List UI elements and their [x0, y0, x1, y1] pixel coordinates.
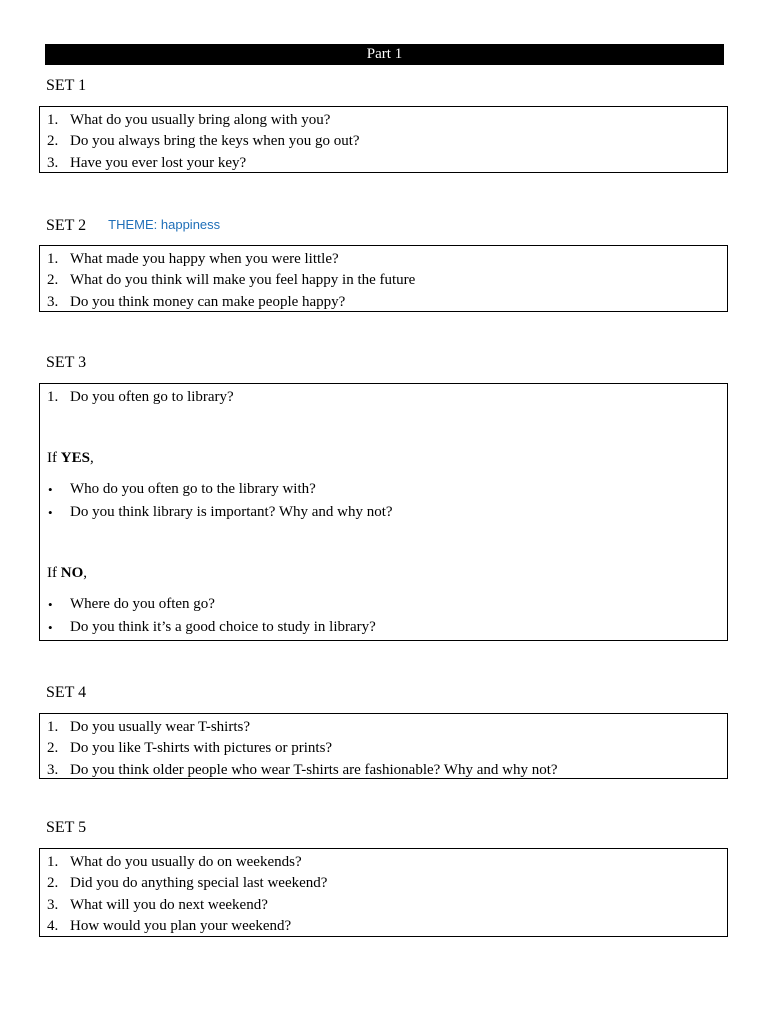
condition-keyword: NO — [60, 565, 84, 582]
set-2-question-box — [39, 245, 728, 312]
list-item — [47, 501, 720, 524]
list-item — [47, 292, 720, 313]
question-text: Have you ever lost your key? — [70, 154, 247, 171]
list-item — [47, 593, 720, 616]
list-item — [47, 616, 720, 639]
set-heading-label: SET 2 — [46, 217, 87, 234]
list-item — [47, 852, 720, 873]
question-text: What do you usually do on weekends? — [70, 854, 302, 870]
set-1-heading — [46, 76, 86, 96]
item-number: 1. — [47, 389, 59, 405]
item-number: 1. — [47, 112, 59, 128]
item-number: 3. — [47, 293, 59, 310]
set-3-question-list — [47, 387, 720, 408]
question-text: What do you usually bring along with you? — [70, 112, 331, 128]
bullet-icon: • — [48, 597, 53, 613]
question-text: Do you think older people who wear T-shirts are fashionable? Why and why not? — [70, 761, 558, 778]
list-item — [47, 270, 720, 291]
question-text: What will you do next weekend? — [70, 896, 268, 913]
bullet-icon: • — [48, 482, 53, 498]
list-item — [47, 895, 720, 916]
set-heading-label: SET 3 — [46, 354, 87, 371]
item-number: 2. — [47, 875, 59, 892]
bullet-icon: • — [48, 620, 53, 636]
item-number: 3. — [47, 896, 59, 913]
list-item — [47, 387, 720, 408]
set-1-question-box — [39, 106, 728, 173]
set-2-question-list — [47, 249, 720, 313]
theme-label: THEME: happiness — [108, 217, 221, 232]
condition-prefix: If — [47, 565, 61, 582]
set-4-question-list — [47, 717, 720, 781]
set-heading-label: SET 4 — [46, 684, 87, 701]
item-number: 1. — [47, 719, 59, 735]
list-item — [47, 760, 720, 781]
set-3-heading — [46, 353, 86, 373]
item-number: 3. — [47, 761, 59, 778]
condition-suffix: , — [89, 450, 94, 467]
condition-suffix: , — [83, 565, 87, 582]
question-text: Do you think it’s a good choice to study in library? — [70, 619, 376, 636]
condition-prefix: If — [47, 450, 61, 467]
item-number: 3. — [47, 154, 59, 171]
set-heading-label: SET 1 — [46, 77, 87, 94]
set-4-heading — [46, 683, 86, 703]
item-number: 1. — [47, 251, 59, 267]
set-5-question-box — [39, 848, 728, 937]
question-text: How would you plan your weekend? — [70, 917, 292, 934]
set-5-question-list — [47, 852, 720, 937]
question-text: Do you like T-shirts with pictures or prints? — [70, 740, 333, 757]
question-text: Where do you often go? — [70, 596, 215, 613]
item-number: 1. — [47, 854, 59, 870]
if-yes-label — [47, 448, 720, 468]
list-item — [47, 738, 720, 759]
question-text: Do you think library is important? Why and why not? — [70, 504, 393, 521]
if-no-bullet-list — [47, 593, 720, 639]
question-text: Do you think money can make people happy? — [70, 293, 346, 310]
set-5-heading — [46, 818, 86, 838]
set-1-question-list — [47, 110, 720, 174]
list-item — [47, 249, 720, 270]
question-text: Do you often go to library? — [70, 389, 234, 405]
if-no-label — [47, 563, 720, 583]
set-4-question-box — [39, 713, 728, 779]
list-item — [47, 478, 720, 501]
list-item — [47, 717, 720, 738]
list-item — [47, 153, 720, 174]
list-item — [47, 110, 720, 131]
question-text: Did you do anything special last weekend? — [70, 875, 328, 892]
item-number: 2. — [47, 272, 59, 289]
item-number: 4. — [47, 917, 59, 934]
list-item — [47, 873, 720, 894]
bullet-icon: • — [48, 505, 53, 521]
set-2-heading — [46, 215, 220, 236]
item-number: 2. — [47, 133, 59, 150]
condition-keyword: YES — [60, 450, 90, 467]
item-number: 2. — [47, 740, 59, 757]
question-text: Do you usually wear T-shirts? — [70, 719, 250, 735]
question-text: What do you think will make you feel happy in the future — [70, 272, 416, 289]
if-yes-bullet-list — [47, 478, 720, 524]
question-text: What made you happy when you were little? — [70, 251, 339, 267]
set-3-question-box — [39, 383, 728, 641]
list-item — [47, 131, 720, 152]
question-text: Do you always bring the keys when you go out? — [70, 133, 360, 150]
set-heading-label: SET 5 — [46, 819, 87, 836]
list-item — [47, 916, 720, 937]
question-text: Who do you often go to the library with? — [70, 481, 316, 498]
part-title-banner: Part 1 — [45, 44, 724, 65]
